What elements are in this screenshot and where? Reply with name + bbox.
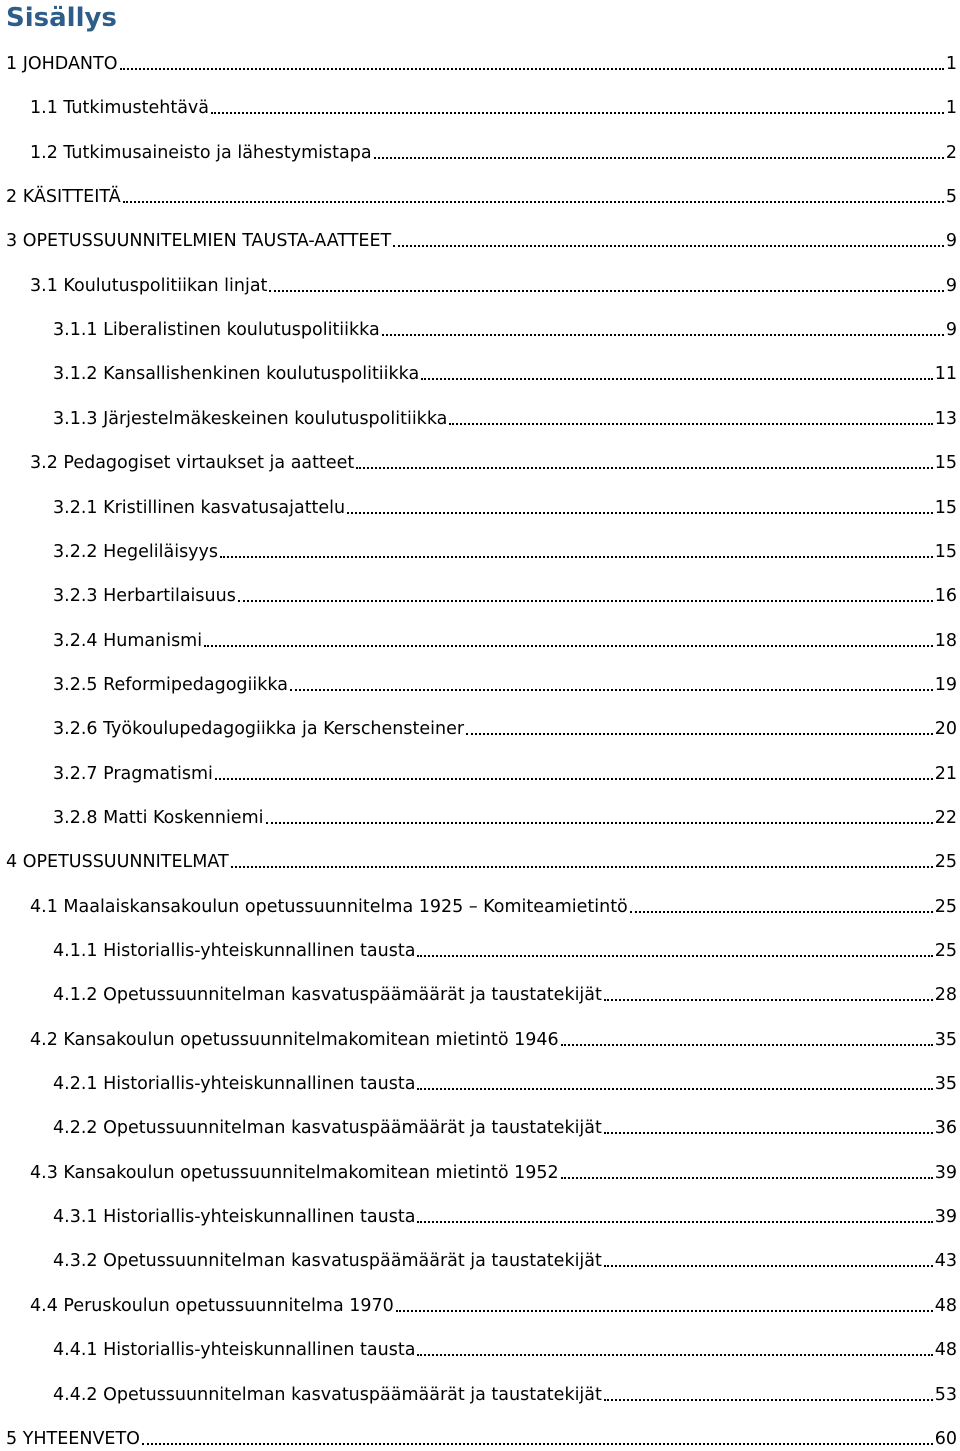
- toc-dot-leader: [347, 512, 933, 514]
- toc-dot-leader: [215, 778, 933, 780]
- toc-entry[interactable]: [30, 875, 957, 919]
- toc-entry[interactable]: [30, 431, 957, 475]
- toc-page-number: 15: [934, 453, 957, 474]
- toc-entry-title: 3.2.1 Kristillinen kasvatusajattelu: [53, 497, 346, 518]
- toc-entry[interactable]: [53, 476, 957, 520]
- toc-entry[interactable]: [53, 1185, 957, 1229]
- toc-entry[interactable]: [53, 786, 957, 830]
- toc-entry-title: 1.1 Tutkimustehtävä: [30, 98, 210, 119]
- toc-entry-title: 4.2.1 Historiallis-yhteiskunnallinen tausta: [53, 1074, 416, 1095]
- toc-entry[interactable]: [53, 697, 957, 741]
- toc-entry[interactable]: [6, 1407, 957, 1451]
- toc-entry[interactable]: [53, 1318, 957, 1362]
- toc-dot-leader: [142, 1443, 933, 1445]
- toc-entry-title: 3.1.2 Kansallishenkinen koulutuspolitiikka: [53, 364, 420, 385]
- toc-dot-leader: [220, 556, 933, 558]
- toc-page-number: 39: [934, 1207, 957, 1228]
- toc-page-number: 18: [934, 630, 957, 651]
- toc-entry[interactable]: [30, 1008, 957, 1052]
- toc-entry[interactable]: [53, 1096, 957, 1140]
- toc-page-number: 35: [934, 1074, 957, 1095]
- toc-dot-leader: [269, 290, 943, 292]
- toc-page-number: 15: [934, 497, 957, 518]
- toc-entry[interactable]: [53, 653, 957, 697]
- toc-page-number: 22: [934, 807, 957, 828]
- toc-page-number: 53: [934, 1384, 957, 1405]
- toc-dot-leader: [604, 1132, 933, 1134]
- toc-dot-leader: [356, 467, 932, 469]
- toc-dot-leader: [449, 423, 932, 425]
- toc-dot-leader: [561, 1177, 933, 1179]
- toc-page-number: 9: [945, 231, 957, 252]
- toc-page-number: 16: [934, 586, 957, 607]
- toc-entry[interactable]: [53, 1229, 957, 1273]
- toc-entry-title: 3.1.1 Liberalistinen koulutuspolitiikka: [53, 320, 380, 341]
- toc-page-number: 20: [934, 719, 957, 740]
- toc-page-number: 60: [934, 1428, 957, 1449]
- toc-entry-title: 4.1.1 Historiallis-yhteiskunnallinen tausta: [53, 941, 416, 961]
- toc-dot-leader: [604, 1399, 933, 1401]
- toc-dot-leader: [120, 68, 944, 70]
- toc-dot-leader: [290, 689, 933, 691]
- toc-entry-title: 3.2.7 Pragmatismi: [53, 763, 213, 784]
- toc-dot-leader: [204, 645, 933, 647]
- toc-entry-title: 4.2.2 Opetussuunnitelman kasvatuspäämäärät ja taustatekijät: [53, 1118, 602, 1139]
- toc-page-number: 25: [934, 852, 957, 873]
- toc-entry[interactable]: [6, 830, 957, 874]
- toc-title: Sisällys: [6, 3, 117, 33]
- toc-dot-leader: [238, 600, 933, 602]
- toc-page-number: 2: [945, 142, 957, 163]
- toc-page-number: 35: [934, 1029, 957, 1050]
- toc-entry[interactable]: [53, 609, 957, 653]
- toc-page-number: 25: [934, 896, 957, 917]
- toc-page-number: 11: [934, 364, 957, 385]
- toc-entry-title: 4.2 Kansakoulun opetussuunnitelmakomitean mietintö 1946: [30, 1029, 559, 1050]
- toc-entry[interactable]: [53, 963, 957, 1007]
- toc-entry-title: 3.2.3 Herbartilaisuus: [53, 586, 236, 607]
- toc-dot-leader: [396, 1310, 933, 1312]
- toc-dot-leader: [417, 1221, 932, 1223]
- toc-entry-title: 1.2 Tutkimusaineisto ja lähestymistapa: [30, 142, 372, 163]
- toc-dot-leader: [417, 1354, 932, 1356]
- toc-entry-title: 4.3.2 Opetussuunnitelman kasvatuspäämäärät ja taustatekijät: [53, 1251, 602, 1272]
- toc-entry-title: 4.4.2 Opetussuunnitelman kasvatuspäämäärät ja taustatekijät: [53, 1384, 602, 1405]
- toc-entry-title: 4.3 Kansakoulun opetussuunnitelmakomitean mietintö 1952: [30, 1162, 559, 1183]
- toc-entry[interactable]: [30, 76, 957, 120]
- toc-page-number: 1: [945, 98, 957, 119]
- toc-page-number: 13: [934, 408, 957, 429]
- toc-page-number: 43: [934, 1251, 957, 1272]
- toc-entry-title: 3.2 Pedagogiset virtaukset ja aatteet: [30, 453, 355, 474]
- toc-dot-leader: [211, 112, 944, 114]
- toc-entry[interactable]: [53, 520, 957, 564]
- toc-page-number: 9: [945, 275, 957, 296]
- toc-page-number: 15: [934, 541, 957, 562]
- toc-entry-title: 3 OPETUSSUUNNITELMIEN TAUSTA-AATTEET: [6, 231, 392, 252]
- toc-page-number: 19: [934, 674, 957, 695]
- toc-page-number: 25: [934, 941, 957, 961]
- toc-entry[interactable]: [53, 387, 957, 431]
- toc-page-number: 21: [934, 763, 957, 784]
- toc-entry[interactable]: [53, 919, 957, 963]
- toc-page-number: 48: [934, 1340, 957, 1361]
- toc-entry[interactable]: [53, 342, 957, 386]
- toc-entry-title: 4.1 Maalaiskansakoulun opetussuunnitelma 1925 – Komiteamietintö: [30, 896, 628, 917]
- toc-entry-title: 4.1.2 Opetussuunnitelman kasvatuspäämäärät ja taustatekijät: [53, 985, 602, 1006]
- toc-page-number: 36: [934, 1118, 957, 1139]
- toc-entry[interactable]: [30, 1274, 957, 1318]
- toc-page-number: 48: [934, 1295, 957, 1316]
- toc-entry[interactable]: [6, 32, 957, 76]
- toc-entry-title: 3.1 Koulutuspolitiikan linjat: [30, 275, 268, 296]
- toc-entry-title: 4.3.1 Historiallis-yhteiskunnallinen tausta: [53, 1207, 416, 1228]
- toc-dot-leader: [561, 1044, 933, 1046]
- toc-entry[interactable]: [6, 209, 957, 253]
- toc-entry-title: 3.1.3 Järjestelmäkeskeinen koulutuspolitiikka: [53, 408, 448, 429]
- toc-entry-title: 1 JOHDANTO: [6, 54, 118, 74]
- toc-dot-leader: [421, 378, 933, 380]
- toc-entry-title: 3.2.2 Hegeliläisyys: [53, 541, 219, 562]
- toc-entry[interactable]: [53, 742, 957, 786]
- toc-entry-title: 4 OPETUSSUUNNITELMAT: [6, 852, 229, 873]
- toc-entry-title: 3.2.6 Työkoulupedagogiikka ja Kerschensteiner: [53, 719, 465, 740]
- toc-entry-title: 4.4.1 Historiallis-yhteiskunnallinen tausta: [53, 1340, 416, 1361]
- toc-dot-leader: [417, 955, 932, 957]
- toc-entry[interactable]: [30, 121, 957, 165]
- toc-dot-leader: [417, 1088, 932, 1090]
- toc-dot-leader: [374, 157, 944, 159]
- toc-entry-title: 3.2.4 Humanismi: [53, 630, 203, 651]
- toc-entry[interactable]: [53, 1363, 957, 1407]
- toc-dot-leader: [604, 1265, 933, 1267]
- toc-entry[interactable]: [53, 298, 957, 342]
- toc-entry[interactable]: [30, 1141, 957, 1185]
- toc-dot-leader: [604, 999, 933, 1001]
- toc-dot-leader: [266, 822, 933, 824]
- toc-entry[interactable]: [53, 1052, 957, 1096]
- toc-entry[interactable]: [53, 564, 957, 608]
- toc-dot-leader: [123, 201, 944, 203]
- toc-dot-leader: [630, 911, 933, 913]
- toc-entry[interactable]: [6, 165, 957, 209]
- toc-page-number: 28: [934, 985, 957, 1006]
- toc-entry-title: 4.4 Peruskoulun opetussuunnitelma 1970: [30, 1295, 394, 1316]
- toc-entry-title: 5 YHTEENVETO: [6, 1428, 140, 1449]
- toc-dot-leader: [231, 866, 933, 868]
- toc-page-number: 1: [945, 54, 957, 74]
- toc-page-number: 39: [934, 1162, 957, 1183]
- toc-dot-leader: [382, 334, 944, 336]
- toc-dot-leader: [393, 245, 944, 247]
- toc-entry-title: 3.2.5 Reformipedagogiikka: [53, 674, 288, 695]
- toc-entry-title: 3.2.8 Matti Koskenniemi: [53, 807, 264, 828]
- toc-dot-leader: [466, 733, 933, 735]
- toc-page-number: 9: [945, 320, 957, 341]
- toc-entry[interactable]: [30, 254, 957, 298]
- toc-page-number: 5: [945, 187, 957, 208]
- toc-entry-title: 2 KÄSITTEITÄ: [6, 187, 121, 208]
